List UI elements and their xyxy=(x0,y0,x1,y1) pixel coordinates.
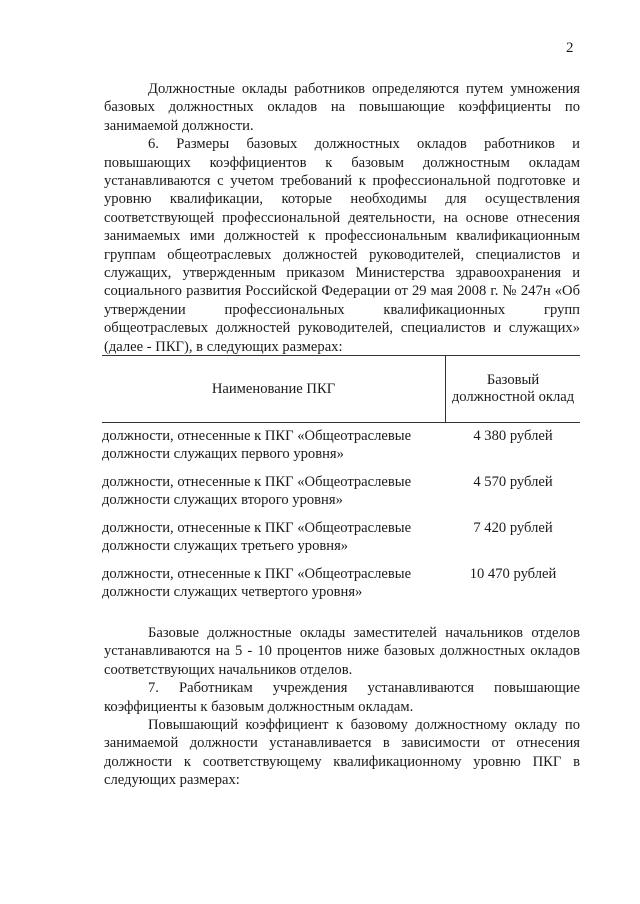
row-pkg-name: должности, отнесенные к ПКГ «Общеотраслевые должности служащих третьего уровня» xyxy=(102,520,412,555)
paragraph-section-7: 7. Работникам учреждения устанавливаются повышающие коэффициенты к базовым должностным окладам. xyxy=(104,680,580,715)
row-salary: 4 570 рублей xyxy=(473,474,553,490)
row-pkg-name: должности, отнесенные к ПКГ «Общеотраслевые должности служащих второго уровня» xyxy=(102,474,412,509)
paragraph-coefficient: Повышающий коэффициент к базовому должностному окладу по занимаемой должности устанавливается в зависимости от отнесения должности к соответствующему квалификационному уровню ПКГ в следующих размерах: xyxy=(104,717,580,789)
header-pkg-name: Наименование ПКГ xyxy=(211,380,336,397)
outro-section xyxy=(104,624,580,790)
header-base-salary: Базовый должностной оклад xyxy=(451,371,575,405)
row-pkg-name: должности, отнесенные к ПКГ «Общеотраслевые должности служащих первого уровня» xyxy=(102,428,412,463)
row-salary: 4 380 рублей xyxy=(473,428,553,444)
paragraph-salary-determination: Должностные оклады работников определяются путем умножения базовых должностных окладов на повышающие коэффициенты по занимаемой должности. xyxy=(104,81,580,134)
row-salary: 7 420 рублей xyxy=(473,520,553,536)
row-salary: 10 470 рублей xyxy=(469,566,557,582)
table-row xyxy=(102,515,580,561)
table-row xyxy=(102,561,580,607)
intro-section xyxy=(104,80,580,356)
table-row xyxy=(102,423,580,469)
page-number: 2 xyxy=(566,40,574,56)
table-header xyxy=(102,355,580,423)
paragraph-deputy-salaries: Базовые должностные оклады заместителей начальников отделов устанавливаются на 5 - 10 процентов ниже базовых должностных окладов соответствующих начальников отделов. xyxy=(104,625,580,678)
salary-table xyxy=(102,355,580,607)
row-pkg-name: должности, отнесенные к ПКГ «Общеотраслевые должности служащих четвертого уровня» xyxy=(102,566,412,601)
table-row xyxy=(102,469,580,515)
paragraph-section-6: 6. Размеры базовых должностных окладов работников и повышающих коэффициентов к базовым должностным окладам устанавливаются с учетом требований к профессиональной подготовке и уровню квалификации, которые необходимы для осуществления соответствующей профессиональной деятельности, на основе отнесения занимаемых ими должностей к профессиональным квалификационным группам общеотраслевых должностей руководителей, специалистов и служащих, утвержденным приказом Министерства здравоохранения и социального развития Российской Федерации от 29 мая 2008 г. № 247н «Об утверждении профессиональных квалификационных групп общеотраслевых должностей руководителей, специалистов и служащих» (далее - ПКГ), в следующих размерах: xyxy=(104,136,580,355)
